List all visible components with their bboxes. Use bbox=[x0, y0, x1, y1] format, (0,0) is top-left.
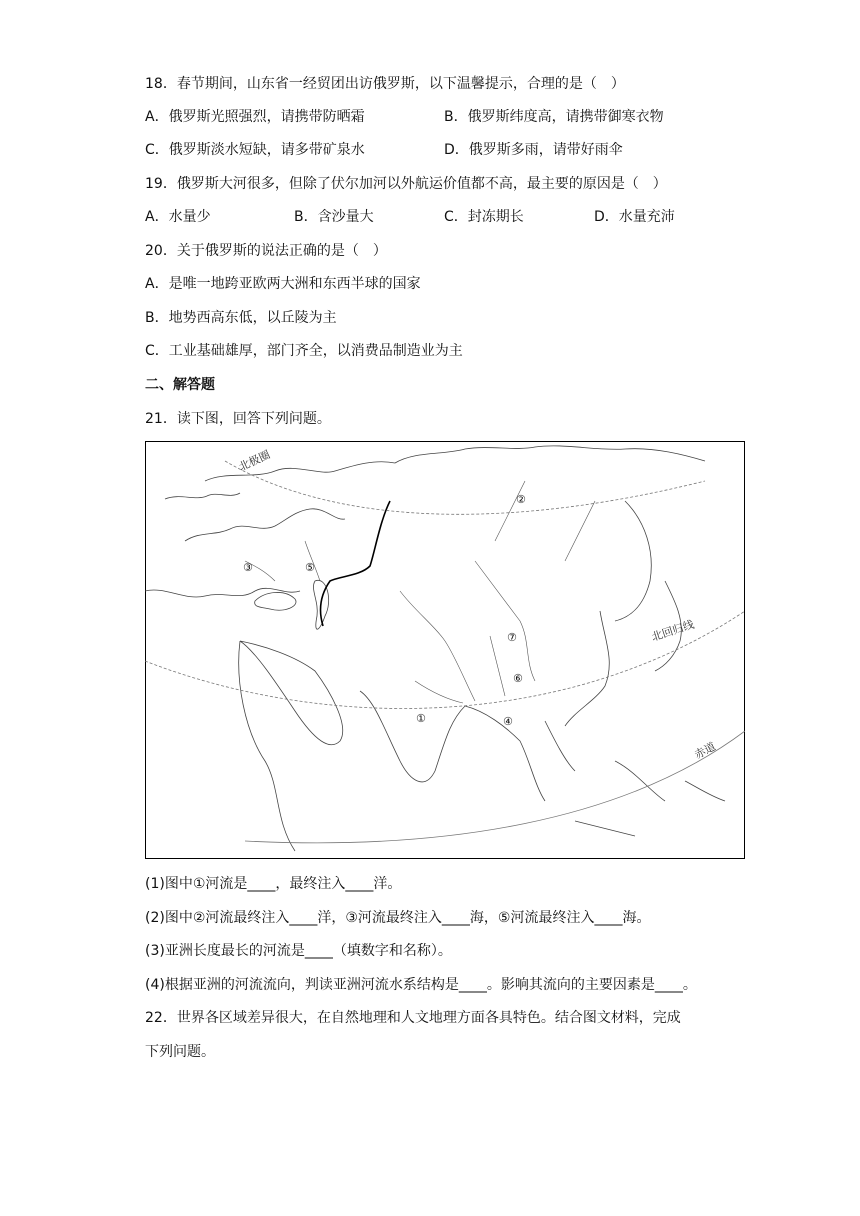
q19-stem: 19．俄罗斯大河很多，但除了伏尔加河以外航运价值都不高，最主要的原因是（ ） bbox=[145, 176, 667, 192]
q18-option-c: C．俄罗斯淡水短缺，请多带矿泉水 bbox=[145, 142, 365, 158]
q20-option-a: A．是唯一地跨亚欧两大洲和东西半球的国家 bbox=[145, 276, 421, 292]
q21-part-1: (1)图中①河流是____，最终注入____洋。 bbox=[145, 876, 402, 892]
marker-7: ⑦ bbox=[507, 631, 517, 644]
q22-stem-line1: 22．世界各区域差异很大，在自然地理和人文地理方面各具特色。结合图文材料，完成 bbox=[145, 1010, 681, 1026]
marker-1: ① bbox=[416, 712, 426, 725]
marker-3: ③ bbox=[243, 561, 253, 574]
q18-option-b: B．俄罗斯纬度高，请携带御寒衣物 bbox=[444, 109, 664, 125]
q19-option-c: C．封冻期长 bbox=[444, 209, 524, 225]
asia-rivers-map bbox=[145, 441, 745, 859]
q18-option-a: A．俄罗斯光照强烈，请携带防晒霜 bbox=[145, 109, 365, 125]
q18-option-d: D．俄罗斯多雨，请带好雨伞 bbox=[444, 142, 623, 158]
q21-part-2: (2)图中②河流最终注入____洋，③河流最终注入____海，⑤河流最终注入____海。 bbox=[145, 910, 651, 926]
map-frame bbox=[146, 442, 745, 859]
q20-option-c: C．工业基础雄厚，部门齐全，以消费品制造业为主 bbox=[145, 343, 463, 359]
section-heading: 二、解答题 bbox=[145, 377, 215, 393]
q19-option-d: D．水量充沛 bbox=[594, 209, 675, 225]
q22-stem-line2: 下列问题。 bbox=[145, 1044, 215, 1060]
arctic-circle-label: 北极圈 bbox=[236, 447, 273, 474]
q18-stem: 18．春节期间，山东省一经贸团出访俄罗斯，以下温馨提示，合理的是（ ） bbox=[145, 76, 625, 92]
marker-2: ② bbox=[516, 493, 526, 506]
q20-stem: 20．关于俄罗斯的说法正确的是（ ） bbox=[145, 243, 387, 259]
q20-option-b: B．地势西高东低，以丘陵为主 bbox=[145, 310, 337, 326]
q21-stem: 21．读下图，回答下列问题。 bbox=[145, 411, 331, 427]
equator-label: 赤道 bbox=[692, 739, 718, 762]
tropic-label: 北回归线 bbox=[649, 617, 696, 644]
q19-option-b: B．含沙量大 bbox=[294, 209, 374, 225]
q21-part-3: (3)亚洲长度最长的河流是____（填数字和名称）。 bbox=[145, 943, 452, 959]
marker-6: ⑥ bbox=[513, 672, 523, 685]
q21-part-4: (4)根据亚洲的河流流向，判读亚洲河流水系结构是____。影响其流向的主要因素是____。 bbox=[145, 977, 697, 993]
marker-4: ④ bbox=[503, 715, 513, 728]
marker-5: ⑤ bbox=[305, 561, 315, 574]
q19-option-a: A．水量少 bbox=[145, 209, 211, 225]
